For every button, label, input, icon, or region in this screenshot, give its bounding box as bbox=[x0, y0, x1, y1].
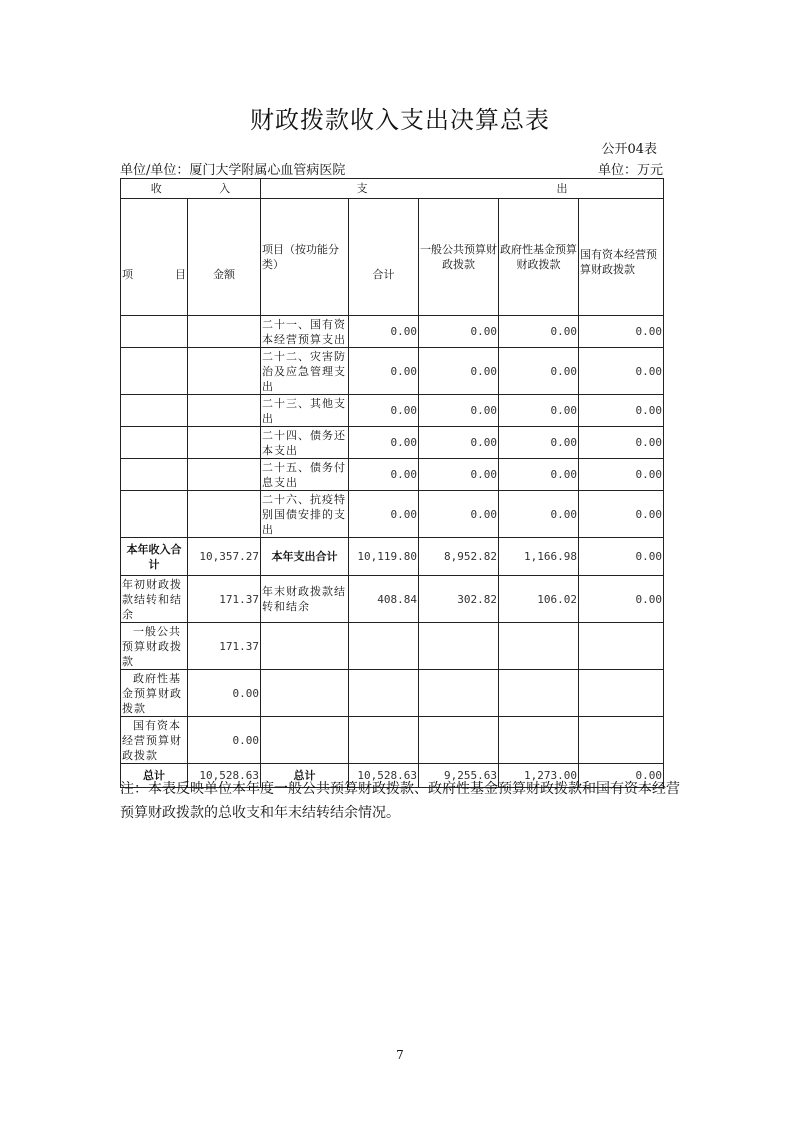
expense-group-header bbox=[261, 179, 664, 199]
expense-item: 二十五、债务付息支出 bbox=[261, 459, 349, 491]
budget-summary-table bbox=[120, 178, 664, 788]
carryover-row bbox=[121, 576, 664, 623]
expense-general: 0.00 bbox=[419, 395, 499, 427]
income-group-header bbox=[121, 179, 261, 199]
currency-unit: 单位：万元 bbox=[597, 163, 663, 178]
expense-total: 0.00 bbox=[349, 491, 419, 538]
empty-cell bbox=[261, 717, 349, 764]
empty-cell bbox=[188, 427, 261, 459]
income-grand-total-amount: 10,528.63 bbox=[188, 764, 261, 788]
empty-cell bbox=[499, 717, 579, 764]
expense-fund: 0.00 bbox=[499, 459, 579, 491]
empty-cell bbox=[349, 717, 419, 764]
empty-cell bbox=[419, 623, 499, 670]
sub-income-row bbox=[121, 670, 664, 717]
income-char-1: 收 bbox=[150, 182, 162, 195]
sub-income-amount: 0.00 bbox=[188, 670, 261, 717]
table-row bbox=[121, 316, 664, 348]
expense-carryover-total: 408.84 bbox=[349, 576, 419, 623]
table-row bbox=[121, 491, 664, 538]
income-grand-total-label: 总计 bbox=[121, 764, 188, 788]
expense-total: 0.00 bbox=[349, 348, 419, 395]
expense-year-state-capital: 0.00 bbox=[579, 538, 664, 576]
empty-cell bbox=[188, 348, 261, 395]
empty-cell bbox=[419, 717, 499, 764]
sub-income-amount: 0.00 bbox=[188, 717, 261, 764]
empty-cell bbox=[579, 670, 664, 717]
expense-total: 0.00 bbox=[349, 316, 419, 348]
expense-grand-fund: 1,273.00 bbox=[499, 764, 579, 788]
page-number: 7 bbox=[396, 1048, 404, 1062]
income-year-total-amount: 10,357.27 bbox=[188, 538, 261, 576]
table-note: 注：本表反映单位本年度一般公共预算财政拨款、政府性基金预算财政拨款和国有资本经营预算财政拨款的总收支和年末结转结余情况。 bbox=[120, 781, 680, 821]
income-char-2: 入 bbox=[219, 182, 231, 195]
expense-year-total-label: 本年支出合计 bbox=[261, 538, 349, 576]
expense-item: 二十一、国有资本经营预算支出 bbox=[261, 316, 349, 348]
expense-state-capital: 0.00 bbox=[579, 491, 664, 538]
header-item-char-2: 目 bbox=[175, 267, 186, 281]
expense-general: 0.00 bbox=[419, 316, 499, 348]
expense-year-general: 8,952.82 bbox=[419, 538, 499, 576]
empty-cell bbox=[188, 491, 261, 538]
empty-cell bbox=[121, 459, 188, 491]
sub-income-label: 国有资本经营预算财政拨款 bbox=[121, 717, 188, 764]
expense-carryover-fund: 106.02 bbox=[499, 576, 579, 623]
expense-item: 二十六、抗疫特别国债安排的支出 bbox=[261, 491, 349, 538]
expense-general: 0.00 bbox=[419, 459, 499, 491]
empty-cell bbox=[121, 316, 188, 348]
page-title: 财政拨款收入支出决算总表 bbox=[250, 106, 550, 134]
table-row bbox=[121, 395, 664, 427]
empty-cell bbox=[349, 670, 419, 717]
expense-char-1: 支 bbox=[356, 182, 368, 195]
expense-general: 0.00 bbox=[419, 427, 499, 459]
sub-income-amount: 171.37 bbox=[188, 623, 261, 670]
empty-cell bbox=[121, 348, 188, 395]
expense-year-total: 10,119.80 bbox=[349, 538, 419, 576]
income-carryover-amount: 171.37 bbox=[188, 576, 261, 623]
empty-cell bbox=[261, 670, 349, 717]
sub-income-row bbox=[121, 623, 664, 670]
expense-total: 0.00 bbox=[349, 427, 419, 459]
expense-item: 二十二、灾害防治及应急管理支出 bbox=[261, 348, 349, 395]
header-state-capital-budget: 国有资本经营预算财政拨款 bbox=[579, 199, 664, 316]
empty-cell bbox=[188, 395, 261, 427]
empty-cell bbox=[579, 717, 664, 764]
sub-income-label: 一般公共预算财政拨款 bbox=[121, 623, 188, 670]
table-row bbox=[121, 459, 664, 491]
income-year-total-label: 本年收入合计 bbox=[121, 538, 188, 576]
expense-general: 0.00 bbox=[419, 491, 499, 538]
expense-state-capital: 0.00 bbox=[579, 395, 664, 427]
expense-state-capital: 0.00 bbox=[579, 459, 664, 491]
expense-grand-total: 10,528.63 bbox=[349, 764, 419, 788]
empty-cell bbox=[349, 623, 419, 670]
income-carryover-label: 年初财政拨款结转和结余 bbox=[121, 576, 188, 623]
expense-total: 0.00 bbox=[349, 395, 419, 427]
empty-cell bbox=[261, 623, 349, 670]
table-row bbox=[121, 348, 664, 395]
group-header-row bbox=[121, 179, 664, 199]
empty-cell bbox=[419, 670, 499, 717]
empty-cell bbox=[579, 623, 664, 670]
header-func-item: 项目（按功能分类） bbox=[261, 199, 349, 316]
expense-year-fund: 1,166.98 bbox=[499, 538, 579, 576]
sub-income-label: 政府性基金预算财政拨款 bbox=[121, 670, 188, 717]
header-amount: 金额 bbox=[188, 199, 261, 316]
expense-char-2: 出 bbox=[556, 182, 568, 195]
expense-fund: 0.00 bbox=[499, 316, 579, 348]
empty-cell bbox=[121, 491, 188, 538]
empty-cell bbox=[188, 459, 261, 491]
empty-cell bbox=[499, 670, 579, 717]
expense-carryover-state-capital: 0.00 bbox=[579, 576, 664, 623]
expense-grand-total-label: 总计 bbox=[261, 764, 349, 788]
expense-fund: 0.00 bbox=[499, 348, 579, 395]
expense-fund: 0.00 bbox=[499, 427, 579, 459]
expense-grand-state-capital: 0.00 bbox=[579, 764, 664, 788]
header-fund-budget: 政府性基金预算财政拨款 bbox=[499, 199, 579, 316]
expense-item: 二十三、其他支出 bbox=[261, 395, 349, 427]
expense-fund: 0.00 bbox=[499, 491, 579, 538]
sub-income-row bbox=[121, 717, 664, 764]
empty-cell bbox=[188, 316, 261, 348]
header-item bbox=[121, 199, 188, 316]
header-item-char-1: 项 bbox=[122, 267, 133, 281]
expense-state-capital: 0.00 bbox=[579, 348, 664, 395]
column-header-row bbox=[121, 199, 664, 316]
year-total-row bbox=[121, 538, 664, 576]
expense-fund: 0.00 bbox=[499, 395, 579, 427]
form-number: 公开04表 bbox=[601, 142, 657, 157]
header-general-budget: 一般公共预算财政拨款 bbox=[419, 199, 499, 316]
header-total: 合计 bbox=[349, 199, 419, 316]
expense-item: 二十四、债务还本支出 bbox=[261, 427, 349, 459]
unit-name: 单位/单位：厦门大学附属心血管病医院 bbox=[120, 163, 346, 178]
empty-cell bbox=[499, 623, 579, 670]
expense-carryover-general: 302.82 bbox=[419, 576, 499, 623]
expense-state-capital: 0.00 bbox=[579, 316, 664, 348]
empty-cell bbox=[121, 427, 188, 459]
empty-cell bbox=[121, 395, 188, 427]
expense-state-capital: 0.00 bbox=[579, 427, 664, 459]
expense-general: 0.00 bbox=[419, 348, 499, 395]
expense-total: 0.00 bbox=[349, 459, 419, 491]
expense-grand-general: 9,255.63 bbox=[419, 764, 499, 788]
expense-carryover-label: 年末财政拨款结转和结余 bbox=[261, 576, 349, 623]
table-row bbox=[121, 427, 664, 459]
